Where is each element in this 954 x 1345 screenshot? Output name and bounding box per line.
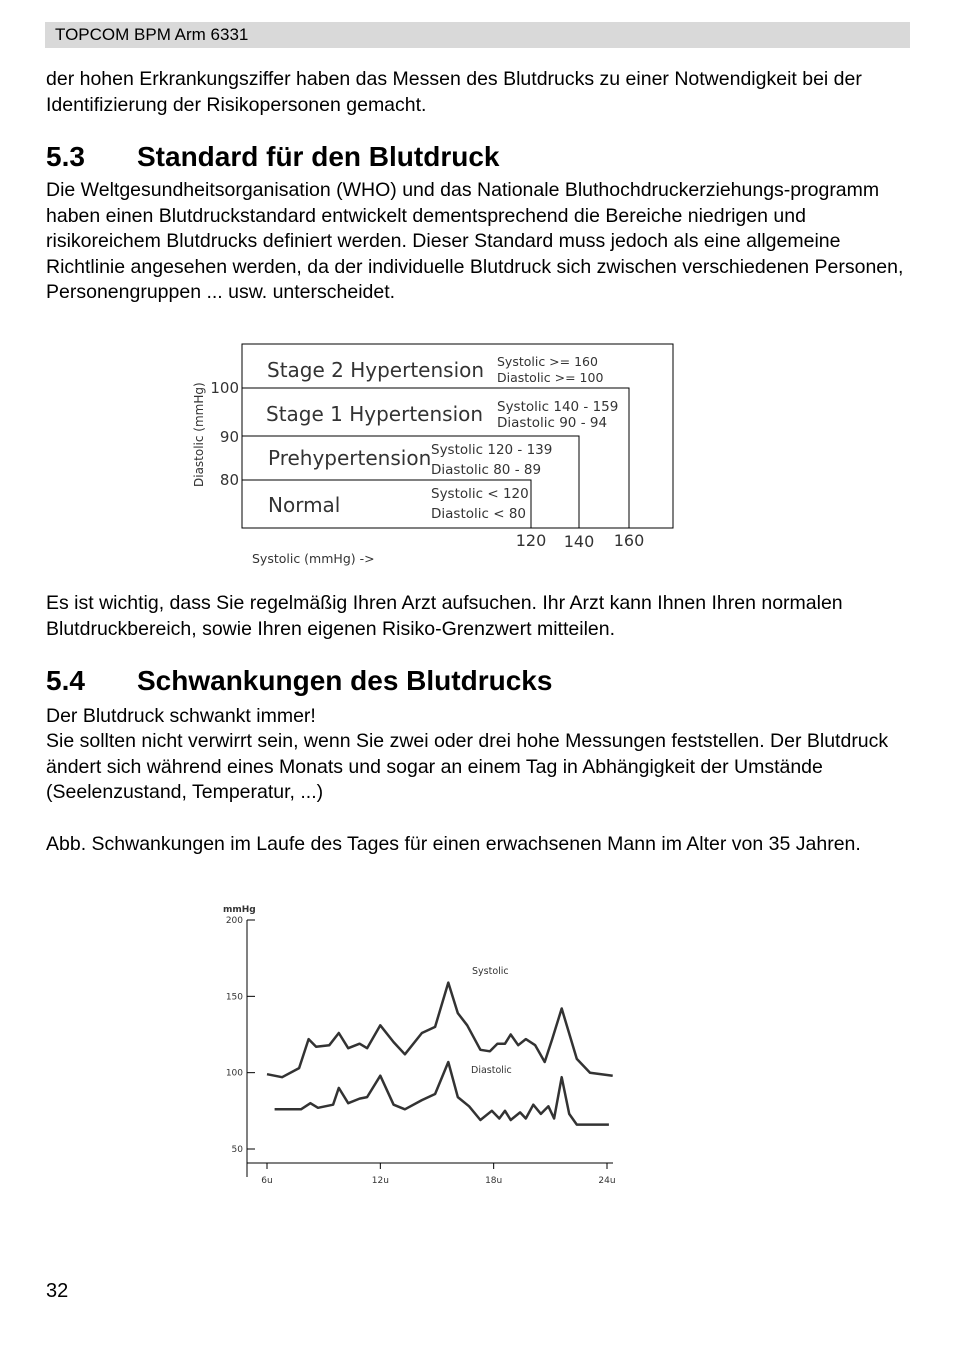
section-heading-5-3: [46, 141, 499, 173]
section-number: 5.3: [46, 141, 85, 172]
x-tick-label: 6u: [261, 1176, 273, 1186]
y-tick-label: 200: [225, 916, 243, 926]
x-tick-label: 160: [613, 531, 645, 550]
series-line-diastolic: [275, 1062, 609, 1125]
y-axis-label: Diastolic (mmHg): [192, 382, 206, 487]
y-tick-label: 150: [225, 992, 243, 1003]
y-tick-label: 100: [225, 1068, 243, 1079]
section-number: 5.4: [46, 665, 85, 696]
y-tick-label: 80: [219, 471, 239, 489]
section-title: Standard für den Blutdruck: [137, 141, 500, 172]
stage-name: Normal: [268, 493, 341, 517]
series-annotation: Diastolic: [471, 1065, 512, 1076]
stage-range: Systolic 120 - 139: [431, 442, 553, 458]
y-tick-label: 50: [231, 1145, 243, 1155]
intro-paragraph: der hohen Erkrankungsziffer haben das Messen des Blutdrucks zu einer Notwendigkeit bei der Identifizierung der Risikopersonen gemacht.: [46, 68, 862, 116]
bp-fluctuation-chart: [215, 895, 635, 1195]
x-tick-label: 24u: [598, 1176, 616, 1186]
x-tick-label: 12u: [371, 1176, 389, 1186]
stage-name: Stage 1 Hypertension: [266, 402, 484, 426]
figure-caption: Abb. Schwankungen im Laufe des Tages für einen erwachsenen Mann im Alter von 35 Jahren.: [46, 833, 861, 855]
x-axis-label: Systolic (mmHg) ->: [252, 551, 375, 566]
stage-range: Systolic < 120: [431, 486, 529, 502]
x-tick-label: 18u: [485, 1176, 503, 1186]
header-title: TOPCOM BPM Arm 6331: [55, 25, 249, 44]
stage-range: Diastolic 80 - 89: [431, 462, 542, 478]
y-axis-label: mmHg: [223, 905, 256, 915]
stage-range: Systolic >= 160: [497, 354, 598, 369]
x-tick-label: 140: [563, 532, 595, 551]
series-line-systolic: [267, 983, 613, 1078]
stage-range: Diastolic >= 100: [497, 370, 604, 385]
stage-range: Diastolic < 80: [431, 506, 527, 522]
series-annotation: Systolic: [472, 966, 509, 977]
header-bar: [45, 22, 910, 48]
stage-range: Diastolic 90 - 94: [497, 415, 608, 431]
x-tick-label: 120: [515, 531, 547, 550]
after-diagram-paragraph: Es ist wichtig, dass Sie regelmäßig Ihren Arzt aufsuchen. Ihr Arzt kann Ihnen Ihren normalen Blutdruckbereich, sowie Ihren eigenen Risiko-Grenzwert mitteilen.: [46, 592, 843, 640]
y-tick-label: 90: [219, 428, 239, 446]
section-intro-line: Der Blutdruck schwankt immer!: [46, 705, 316, 727]
section-title: Schwankungen des Blutdrucks: [137, 665, 553, 696]
bp-classification-diagram: [180, 335, 690, 575]
stage-name: Prehypertension: [268, 446, 432, 470]
section-body-5-3: Die Weltgesundheitsorganisation (WHO) und das Nationale Bluthochdruckerziehungs-programm haben einen Blutdruckstandard entwickelt dementsprechend die Bereiche niedrigen und risikoreichem Blutdrucks definiert werden. Dieser Standard muss jedoch als eine allgemeine Richtlinie angesehen werden, da der individuelle Blutdruck sich zwischen verschiedenen Personen, Personengruppen ... usw. unterscheidet.: [46, 179, 904, 303]
y-tick-label: 100: [210, 379, 239, 397]
section-heading-5-4: [46, 665, 552, 697]
stage-name: Stage 2 Hypertension: [267, 358, 485, 382]
stage-range: Systolic 140 - 159: [497, 399, 619, 415]
page-number: 32: [46, 1280, 69, 1302]
section-body-5-4: Sie sollten nicht verwirrt sein, wenn Sie zwei oder drei hohe Messungen feststellen. Der Blutdruck ändert sich während eines Monats und sogar an einem Tag in Abhängigkeit der Umstände (Seelenzustand, Temperatur, ...): [46, 730, 889, 803]
